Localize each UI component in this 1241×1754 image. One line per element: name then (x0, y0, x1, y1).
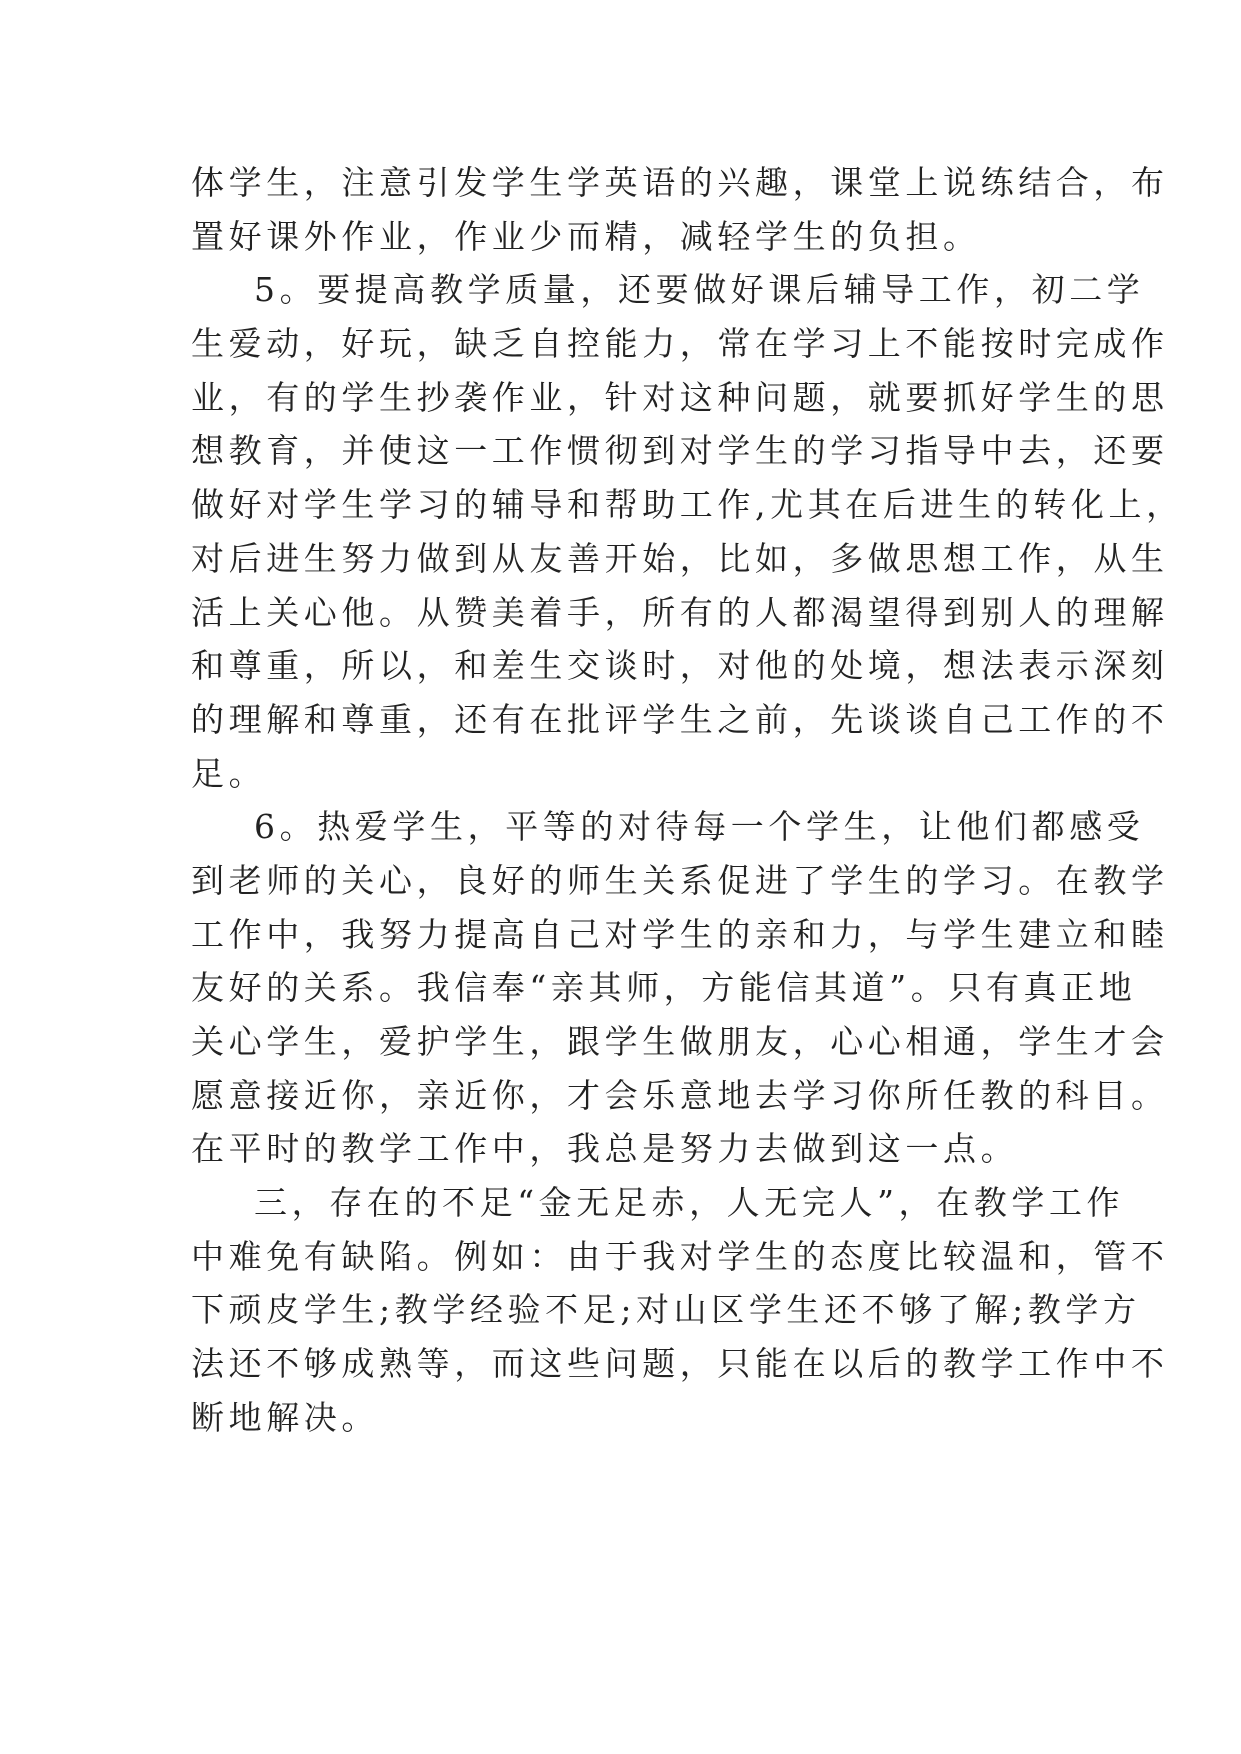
paragraph-item-6 (191, 800, 1169, 1176)
text-line: 和尊重，所以，和差生交谈时，对他的处境，想法表示深刻 (191, 646, 1169, 686)
text-line: 5。要提高教学质量，还要做好课后辅导工作，初二学 (254, 270, 1145, 310)
text-line: 体学生，注意引发学生学英语的兴趣，课堂上说练结合，布 (191, 163, 1169, 202)
text-line: 在平时的教学工作中，我总是努力去做到这一点。 (191, 1129, 1019, 1169)
text-line: 做好对学生学习的辅导和帮助工作,尤其在后进生的转化上， (191, 485, 1184, 525)
text-line: 业，有的学生抄袭作业，针对这种问题，就要抓好学生的思 (191, 377, 1169, 417)
paragraph-section-3 (191, 1176, 1169, 1444)
text-line: 到老师的关心，良好的师生关系促进了学生的学习。在教学 (191, 860, 1169, 900)
text-line: 想教育，并使这一工作惯彻到对学生的学习指导中去，还要 (191, 431, 1169, 471)
text-line: 三，存在的不足“金无足赤，人无完人”，在教学工作 (254, 1183, 1125, 1223)
text-line: 工作中，我努力提高自己对学生的亲和力，与学生建立和睦 (191, 914, 1169, 954)
text-line: 法还不够成熟等，而这些问题，只能在以后的教学工作中不 (191, 1344, 1169, 1384)
paragraph-item-5 (191, 263, 1184, 800)
text-line: 6。热爱学生，平等的对待每一个学生，让他们都感受 (254, 807, 1145, 847)
text-line: 愿意接近你，亲近你，才会乐意地去学习你所任教的科目。 (191, 1075, 1169, 1115)
text-line: 生爱动，好玩，缺乏自控能力，常在学习上不能按时完成作 (191, 324, 1169, 364)
paragraph-continuation (191, 156, 1169, 263)
text-line: 关心学生，爱护学生，跟学生做朋友，心心相通，学生才会 (191, 1022, 1169, 1061)
text-line: 下顽皮学生;教学经验不足;对山区学生还不够了解;教学方 (191, 1290, 1141, 1330)
text-line: 中难免有缺陷。例如：由于我对学生的态度比较温和，管不 (191, 1236, 1169, 1276)
text-line: 对后进生努力做到从友善开始，比如，多做思想工作，从生 (191, 538, 1169, 578)
text-line: 足。 (191, 753, 267, 793)
text-line: 的理解和尊重，还有在批评学生之前，先谈谈自己工作的不 (191, 699, 1169, 739)
document-body (191, 156, 1184, 1445)
text-line: 活上关心他。从赞美着手，所有的人都渴望得到别人的理解 (191, 592, 1169, 632)
text-line: 断地解决。 (191, 1397, 379, 1437)
text-line: 友好的关系。我信奉“亲其师，方能信其道”。只有真正地 (191, 968, 1137, 1008)
text-line: 置好课外作业，作业少而精，减轻学生的负担。 (191, 216, 981, 256)
